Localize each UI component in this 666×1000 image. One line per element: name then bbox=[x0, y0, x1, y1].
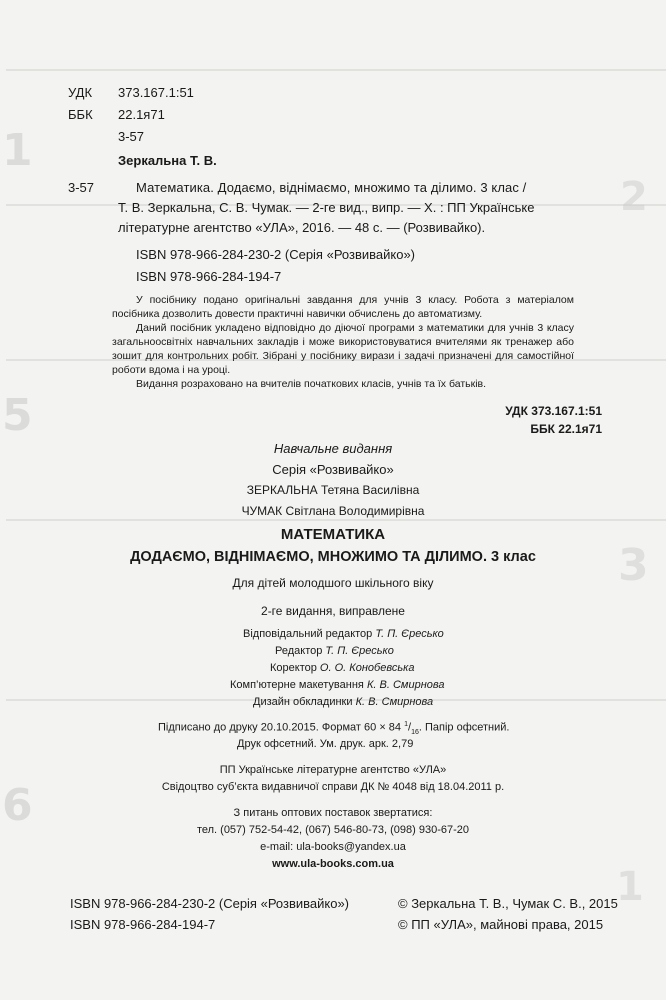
staff-name: К. В. Смирнова bbox=[355, 696, 434, 708]
index-bbk: ББК 22.1я71 bbox=[530, 422, 602, 436]
staff-role: Дизайн обкладинки bbox=[253, 696, 353, 708]
audience: Для дітей молодшого шкільного віку bbox=[232, 576, 434, 590]
copyright-publisher: © ПП «УЛА», майнові права, 2015 bbox=[398, 917, 604, 932]
book-subtitle: ДОДАЄМО, ВІДНІМАЄМО, МНОЖИМО ТА ДІЛИМО. 3 клас bbox=[130, 549, 536, 565]
author-1-surname: ЗЕРКАЛЬНА bbox=[246, 483, 318, 497]
footer-isbn-1: ISBN 978-966-284-230-2 (Серія «Розвивайко») bbox=[70, 896, 350, 911]
author-2-surname: ЧУМАК bbox=[241, 504, 283, 518]
staff-row bbox=[253, 696, 433, 708]
wholesale-contact: З питань оптових поставок звертатися: bbox=[233, 807, 433, 819]
staff-name: О. О. Конобевська bbox=[319, 662, 415, 674]
print-format-text: Підписано до друку 20.10.2015. Формат 60 × 84 bbox=[158, 721, 405, 734]
staff-row bbox=[230, 679, 445, 691]
author-2-names: Світлана Володимирівна bbox=[285, 504, 425, 518]
copyright-authors: © Зеркальна Т. В., Чумак С. В., 2015 bbox=[398, 896, 618, 911]
udk-label: УДК bbox=[68, 85, 93, 100]
udk-value: 373.167.1:51 bbox=[118, 85, 194, 100]
description-line-3: літературне агентство «УЛА», 2016. — 48 с. — (Розвивайко). bbox=[118, 220, 486, 235]
staff-role: Комп’ютерне макетування bbox=[230, 679, 364, 691]
author-1-names: Тетяна Василівна bbox=[320, 483, 420, 497]
certificate: Свідоцтво суб’єкта видавничої справи ДК № 4048 від 18.04.2011 р. bbox=[161, 781, 505, 793]
index-udk: УДК 373.167.1:51 bbox=[505, 404, 602, 418]
staff-row bbox=[243, 628, 444, 640]
bbk-value: 22.1я71 bbox=[118, 107, 165, 122]
print-details-line-2: Друк офсетний. Ум. друк. арк. 2,79 bbox=[237, 738, 414, 750]
svg-text:2: 2 bbox=[620, 174, 648, 220]
bbk-label: ББК bbox=[68, 107, 93, 122]
staff-role: Відповідальний редактор bbox=[243, 628, 373, 640]
description-line-1: Математика. Додаємо, віднімаємо, множимо та ділимо. 3 клас / bbox=[136, 180, 527, 195]
book-title: МАТЕМАТИКА bbox=[280, 526, 386, 543]
staff-name: Т. П. Єресько bbox=[325, 645, 394, 657]
svg-text:3: 3 bbox=[618, 540, 649, 591]
staff-row bbox=[270, 662, 414, 674]
annotation-paragraph-2: Даний посібник укладено відповідно до діючої програми з математики для учнів 3 класу загальноосвітніх навчальних закладів і може використовуватися вчителями як тренажер або зошит для контрольних робіт. Зібрані у посібнику вирази і задачі призначені для самостійної роботи вдома і на уроці. bbox=[112, 322, 574, 376]
staff-name: К. В. Смирнова bbox=[366, 679, 445, 691]
side-mark: 3-57 bbox=[68, 180, 95, 195]
format-fraction-numerator: 1 bbox=[404, 721, 408, 728]
series: Серія «Розвивайко» bbox=[272, 462, 394, 477]
svg-text:5: 5 bbox=[2, 390, 33, 441]
print-details-line-1: Підписано до друку 20.10.2015. Формат 60 × 84 $^1/_{16}$. Папір офсетний. bbox=[158, 721, 510, 736]
author-mark: 3-57 bbox=[118, 129, 145, 144]
staff-role: Редактор bbox=[275, 645, 323, 657]
description-line-2: Т. В. Зеркальна, С. В. Чумак. — 2-ге вид., випр. — Х. : ПП Українське bbox=[118, 200, 535, 215]
staff-role: Коректор bbox=[270, 662, 317, 674]
author-2 bbox=[0, 504, 666, 518]
svg-text:1: 1 bbox=[2, 125, 33, 176]
author-heading: Зеркальна Т. В. bbox=[118, 153, 217, 168]
edition-type: Навчальне видання bbox=[273, 441, 393, 456]
annotation-paragraph-1: У посібнику подано оригінальні завдання для учнів 3 класу. Робота з матеріалом посібника дозволить довести практичні навички обчислень до автоматизму. bbox=[112, 294, 574, 320]
edition: 2-ге видання, виправлене bbox=[261, 604, 405, 618]
author-1 bbox=[0, 483, 666, 497]
print-paper-text: . Папір офсетний. bbox=[418, 721, 510, 734]
website-link[interactable]: www.ula-books.com.ua bbox=[272, 858, 394, 870]
isbn-2: ISBN 978-966-284-194-7 bbox=[136, 269, 282, 284]
staff-name: Т. П. Єресько bbox=[375, 628, 444, 640]
email-link[interactable]: e-mail: ula-books@yandex.ua bbox=[260, 841, 406, 853]
publisher: ПП Українське літературне агентство «УЛА» bbox=[219, 764, 447, 776]
svg-text:6: 6 bbox=[2, 780, 33, 831]
annotation bbox=[112, 293, 574, 391]
format-fraction-denominator: 16 bbox=[411, 728, 419, 736]
footer-isbn-2: ISBN 978-966-284-194-7 bbox=[70, 917, 216, 932]
isbn-1: ISBN 978-966-284-230-2 (Серія «Розвивайко») bbox=[136, 247, 416, 262]
phones: тел. (057) 752-54-42, (067) 546-80-73, (098) 930-67-20 bbox=[196, 824, 470, 836]
annotation-paragraph-3: Видання розраховано на вчителів початкових класів, учнів та їх батьків. bbox=[136, 378, 487, 390]
svg-text:1: 1 bbox=[616, 864, 644, 910]
staff-row bbox=[275, 645, 394, 657]
